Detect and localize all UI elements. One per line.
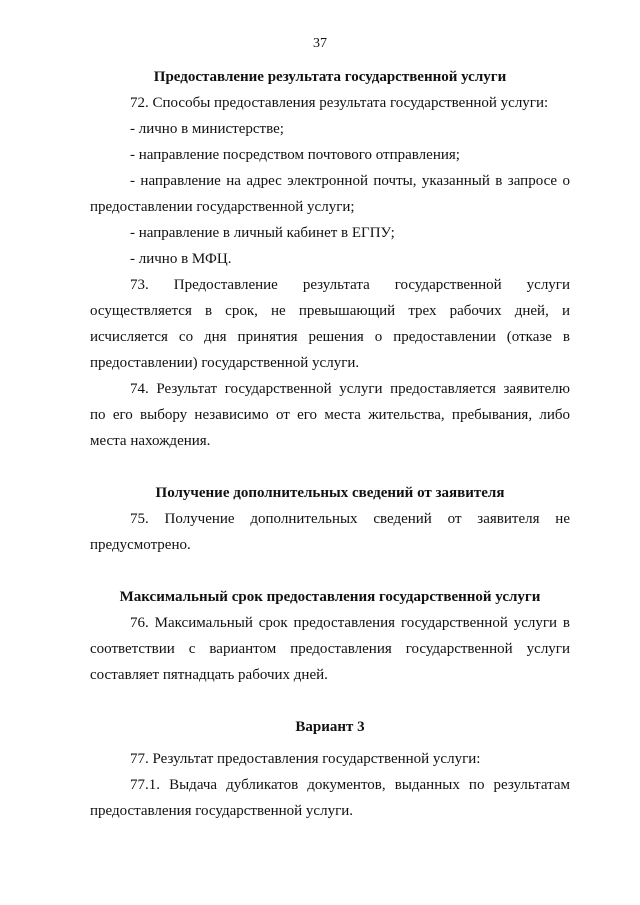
paragraph-74: 74. Результат государственной услуги предоставляется заявителю по его выбору независимо от его места жительства, пребывания, либо места нахождения. — [90, 381, 570, 449]
section-heading-max-term: Максимальный срок предоставления государственной услуги — [119, 589, 541, 605]
list-item-email: - направление на адрес электронной почты, указанный в запросе о предоставлении государственной услуги; — [90, 173, 570, 215]
list-item-post: - направление посредством почтового отправления; — [130, 147, 460, 163]
document-body — [90, 64, 570, 824]
paragraph-76: 76. Максимальный срок предоставления государственной услуги в соответствии с вариантом предоставления государственной услуги составляет пятнадцать рабочих дней. — [90, 615, 570, 683]
paragraph-75: 75. Получение дополнительных сведений от заявителя не предусмотрено. — [90, 511, 570, 553]
paragraph-72: 72. Способы предоставления результата государственной услуги: — [130, 95, 549, 111]
section-heading-variant-3: Вариант 3 — [295, 719, 365, 735]
list-item-egpu: - направление в личный кабинет в ЕГПУ; — [130, 225, 395, 241]
paragraph-77: 77. Результат предоставления государственной услуги: — [130, 751, 481, 767]
paragraph-73: 73. Предоставление результата государственной услуги осуществляется в срок, не превышающий трех рабочих дней, и исчисляется со дня принятия решения о предоставлении (отказе в предоставлении) государственной услуги. — [90, 277, 570, 371]
page-number: 37 — [313, 36, 327, 51]
section-heading-additional-info: Получение дополнительных сведений от заявителя — [155, 485, 505, 501]
section-heading-result: Предоставление результата государственной услуги — [153, 69, 507, 85]
list-item-mfc: - лично в МФЦ. — [130, 251, 232, 267]
list-item-ministry: - лично в министерстве; — [130, 121, 284, 137]
paragraph-77-1: 77.1. Выдача дубликатов документов, выданных по результатам предоставления государственной услуги. — [90, 777, 570, 819]
